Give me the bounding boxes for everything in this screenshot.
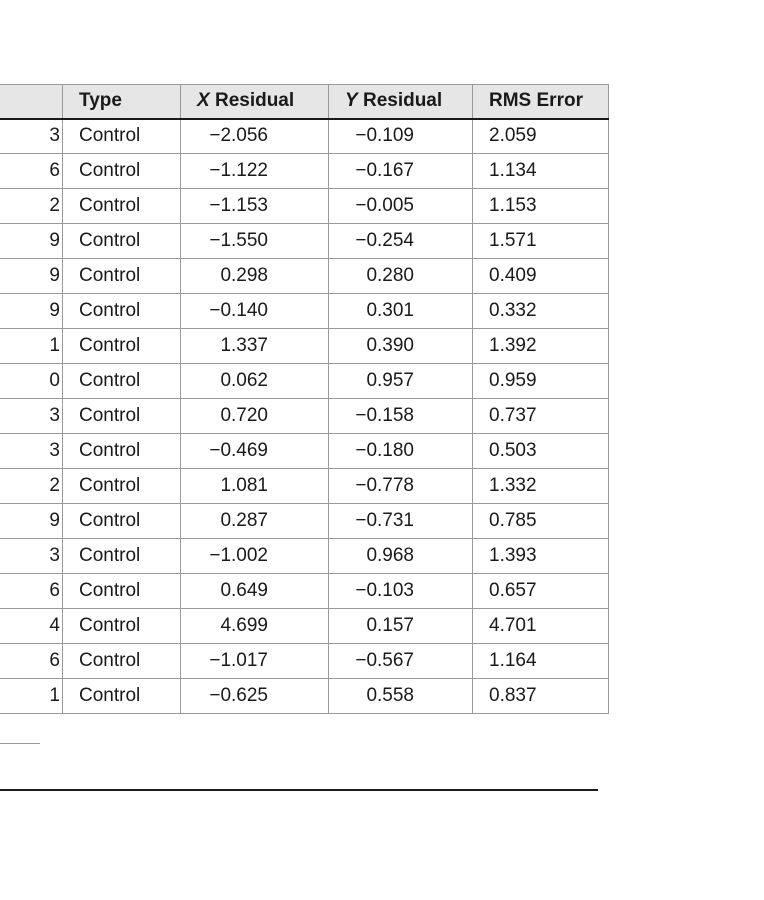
table-row	[0, 259, 609, 294]
cell-cut-id: 6	[0, 574, 63, 609]
cell-y-residual: 0.280	[329, 259, 473, 294]
cell-x-residual: −0.469	[181, 434, 329, 469]
cell-cut-id: 9	[0, 259, 63, 294]
cell-cut-id: 3	[0, 434, 63, 469]
cell-cut-id: 3	[0, 399, 63, 434]
cell-rms-error: 0.657	[473, 574, 609, 609]
cell-rms-error: 1.393	[473, 539, 609, 574]
cell-type: Control	[63, 679, 181, 714]
residual-table-container	[0, 84, 609, 714]
cell-type: Control	[63, 574, 181, 609]
residual-table	[0, 84, 609, 714]
cell-type: Control	[63, 119, 181, 154]
cell-cut-id: 9	[0, 224, 63, 259]
table-row	[0, 539, 609, 574]
header-cut-column	[0, 85, 63, 119]
cell-type: Control	[63, 539, 181, 574]
cell-cut-id: 1	[0, 329, 63, 364]
table-row	[0, 679, 609, 714]
cell-type: Control	[63, 329, 181, 364]
table-footnote-rule	[0, 743, 40, 744]
cell-type: Control	[63, 224, 181, 259]
cell-y-residual: 0.968	[329, 539, 473, 574]
cell-y-residual: −0.167	[329, 154, 473, 189]
header-row	[0, 85, 609, 119]
table-row	[0, 189, 609, 224]
cell-rms-error: 1.571	[473, 224, 609, 259]
cell-rms-error: 0.837	[473, 679, 609, 714]
cell-x-residual: 1.337	[181, 329, 329, 364]
cell-y-residual: −0.567	[329, 644, 473, 679]
header-x-letter: X	[197, 90, 210, 112]
cell-y-residual: −0.254	[329, 224, 473, 259]
cell-rms-error: 0.503	[473, 434, 609, 469]
header-y-letter: Y	[345, 90, 358, 112]
header-x-rest: Residual	[209, 90, 295, 112]
cell-x-residual: 0.298	[181, 259, 329, 294]
table-row	[0, 574, 609, 609]
table-row	[0, 224, 609, 259]
cell-cut-id: 1	[0, 679, 63, 714]
cell-y-residual: −0.005	[329, 189, 473, 224]
cell-x-residual: 0.720	[181, 399, 329, 434]
cell-type: Control	[63, 399, 181, 434]
cell-x-residual: 1.081	[181, 469, 329, 504]
table-body	[0, 119, 609, 714]
cell-type: Control	[63, 154, 181, 189]
header-x-residual	[181, 85, 329, 119]
cell-x-residual: 4.699	[181, 609, 329, 644]
cell-y-residual: −0.731	[329, 504, 473, 539]
header-rms-error: RMS Error	[473, 85, 609, 119]
header-y-rest: Residual	[357, 90, 443, 112]
cell-cut-id: 3	[0, 539, 63, 574]
cell-x-residual: −0.625	[181, 679, 329, 714]
table-row	[0, 329, 609, 364]
cell-rms-error: 0.785	[473, 504, 609, 539]
cell-rms-error: 0.737	[473, 399, 609, 434]
cell-x-residual: −2.056	[181, 119, 329, 154]
cell-rms-error: 2.059	[473, 119, 609, 154]
cell-type: Control	[63, 504, 181, 539]
cell-x-residual: 0.287	[181, 504, 329, 539]
header-type: Type	[63, 85, 181, 119]
cell-type: Control	[63, 609, 181, 644]
cell-cut-id: 4	[0, 609, 63, 644]
section-divider-rule	[0, 789, 598, 791]
cell-cut-id: 9	[0, 294, 63, 329]
cell-x-residual: −1.122	[181, 154, 329, 189]
cell-rms-error: 0.332	[473, 294, 609, 329]
cell-type: Control	[63, 259, 181, 294]
cell-x-residual: 0.649	[181, 574, 329, 609]
cell-type: Control	[63, 434, 181, 469]
table-row	[0, 364, 609, 399]
cell-rms-error: 4.701	[473, 609, 609, 644]
cell-y-residual: −0.103	[329, 574, 473, 609]
cell-type: Control	[63, 189, 181, 224]
cell-y-residual: −0.778	[329, 469, 473, 504]
table-header	[0, 85, 609, 119]
cell-y-residual: 0.301	[329, 294, 473, 329]
table-row	[0, 609, 609, 644]
cell-type: Control	[63, 294, 181, 329]
cell-y-residual: 0.390	[329, 329, 473, 364]
cell-rms-error: 0.959	[473, 364, 609, 399]
cell-x-residual: −1.153	[181, 189, 329, 224]
cell-cut-id: 2	[0, 189, 63, 224]
cell-rms-error: 1.392	[473, 329, 609, 364]
cell-cut-id: 6	[0, 644, 63, 679]
table-row	[0, 399, 609, 434]
cell-rms-error: 1.134	[473, 154, 609, 189]
cell-cut-id: 9	[0, 504, 63, 539]
cell-type: Control	[63, 364, 181, 399]
table-row	[0, 504, 609, 539]
cell-y-residual: −0.109	[329, 119, 473, 154]
cell-y-residual: −0.180	[329, 434, 473, 469]
cell-rms-error: 1.153	[473, 189, 609, 224]
cell-rms-error: 1.164	[473, 644, 609, 679]
cell-y-residual: 0.157	[329, 609, 473, 644]
cell-cut-id: 6	[0, 154, 63, 189]
cell-x-residual: −1.017	[181, 644, 329, 679]
table-row	[0, 119, 609, 154]
cell-rms-error: 1.332	[473, 469, 609, 504]
cell-x-residual: −0.140	[181, 294, 329, 329]
table-row	[0, 154, 609, 189]
table-row	[0, 469, 609, 504]
cell-cut-id: 2	[0, 469, 63, 504]
table-row	[0, 434, 609, 469]
cell-cut-id: 3	[0, 119, 63, 154]
cell-y-residual: 0.558	[329, 679, 473, 714]
cell-y-residual: 0.957	[329, 364, 473, 399]
cell-rms-error: 0.409	[473, 259, 609, 294]
header-y-residual	[329, 85, 473, 119]
table-row	[0, 294, 609, 329]
cell-x-residual: −1.550	[181, 224, 329, 259]
cell-type: Control	[63, 644, 181, 679]
table-row	[0, 644, 609, 679]
cell-x-residual: −1.002	[181, 539, 329, 574]
cell-cut-id: 0	[0, 364, 63, 399]
cell-x-residual: 0.062	[181, 364, 329, 399]
cell-y-residual: −0.158	[329, 399, 473, 434]
cell-type: Control	[63, 469, 181, 504]
